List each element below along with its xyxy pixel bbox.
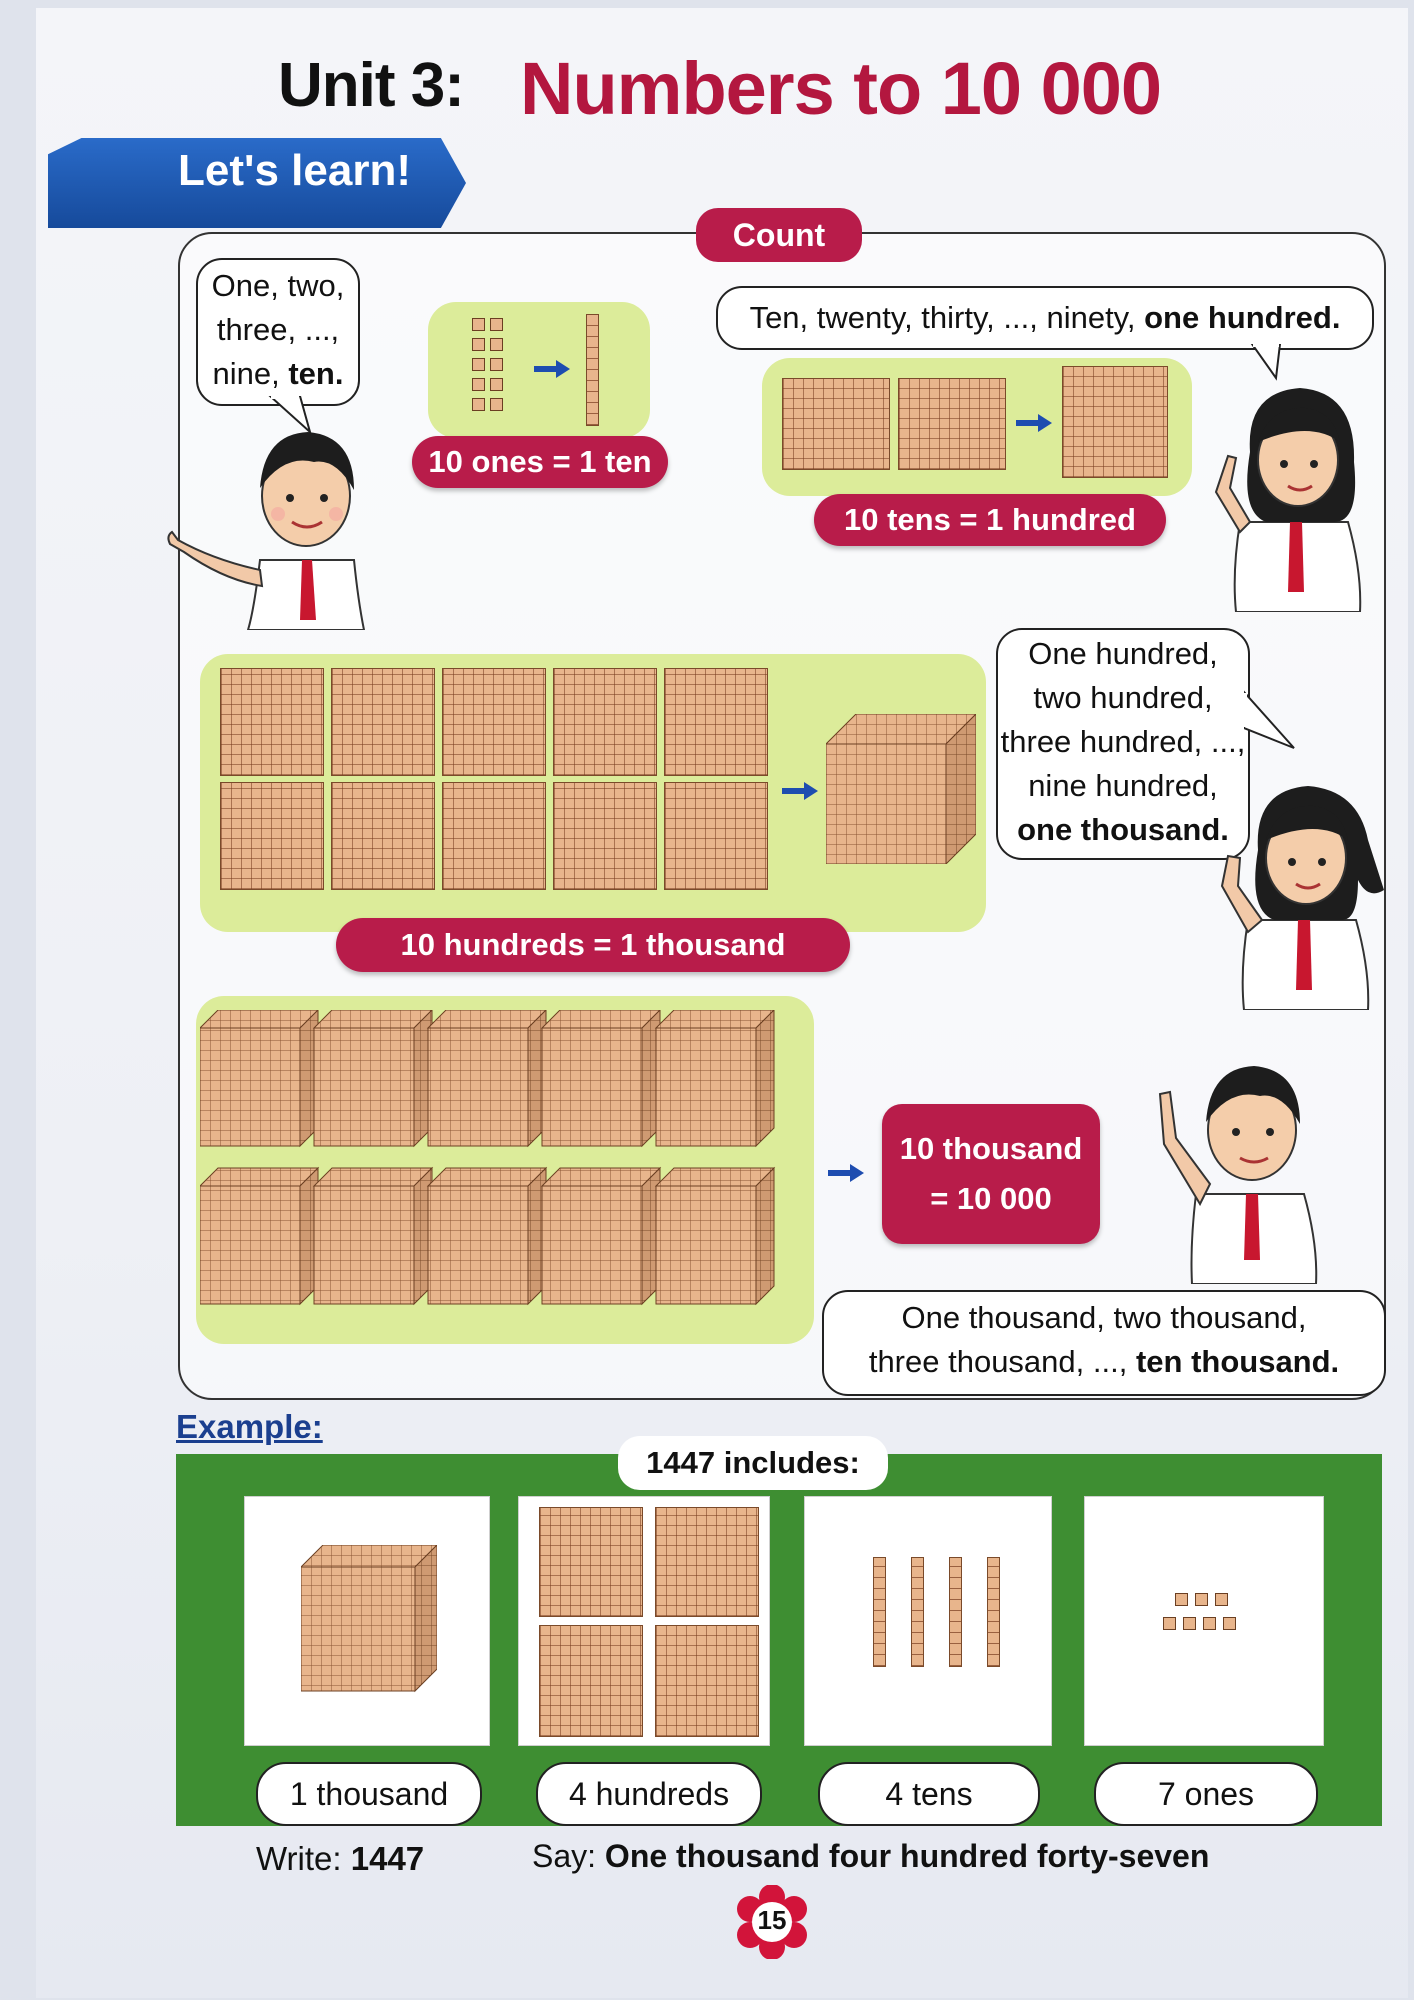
hundred-flat (1062, 366, 1168, 478)
bubble-ones-line1: One, two, (211, 268, 345, 303)
thousand-cube (314, 1010, 432, 1146)
thousand-cube (428, 1168, 546, 1304)
unit-cube (472, 378, 485, 391)
bubble-thousands-line1: One thousand, two thousand, (901, 1300, 1307, 1335)
bubble-ones-plain: nine, (212, 356, 289, 391)
speech-bubble-hundreds (996, 628, 1250, 860)
boy-illustration-top (164, 410, 434, 630)
bubble-ones-line3 (198, 352, 358, 396)
hundred-flat (539, 1507, 643, 1617)
arrow-icon (534, 360, 570, 378)
hundred-flat (553, 668, 657, 776)
bubble-ones-line2: three, ..., (216, 312, 340, 347)
hundred-flat (220, 782, 324, 890)
unit-cube (1195, 1593, 1208, 1606)
arrow-icon (828, 1164, 864, 1182)
bubble-tens-bold: one hundred. (1144, 300, 1341, 335)
unit-cube (472, 398, 485, 411)
unit-cube (472, 358, 485, 371)
bubble-hundreds-line4: nine hundred, (1028, 768, 1218, 803)
bubble-thousands-bold: ten thousand. (1135, 1344, 1340, 1379)
bubble-thousands-plain: three thousand, ..., (868, 1344, 1136, 1379)
card-hundreds (518, 1496, 770, 1746)
thousand-cube (428, 1010, 546, 1146)
hundred-flat (442, 782, 546, 890)
unit-cube (1183, 1617, 1196, 1630)
unit-cube (1203, 1617, 1216, 1630)
thousand-cube (200, 1168, 318, 1304)
ten-rod (987, 1557, 1000, 1667)
card-ones (1084, 1496, 1324, 1746)
thousand-cube (656, 1168, 774, 1304)
bubble-thousands-line2 (824, 1340, 1384, 1384)
section-banner-label: Let's learn! (178, 146, 411, 195)
hundred-flat (655, 1507, 759, 1617)
bubble-tail-hundreds (1244, 688, 1304, 758)
label-ten-thousand (882, 1104, 1100, 1244)
card-thousand (244, 1496, 490, 1746)
hundred-flat (655, 1625, 759, 1737)
hundred-flat (331, 668, 435, 776)
card-tens (804, 1496, 1052, 1746)
boy-illustration-bottom (1136, 1034, 1326, 1284)
arrow-icon (1016, 414, 1052, 432)
tens-group-right (898, 378, 1006, 470)
hundred-flat (539, 1625, 643, 1737)
speech-bubble-ones (196, 258, 360, 406)
part-hundreds: 4 hundreds (536, 1762, 762, 1826)
unit-label: Unit 3: (278, 51, 464, 120)
unit-cube (1215, 1593, 1228, 1606)
page-number: 15 (757, 1905, 787, 1935)
say-prefix: Say: (532, 1838, 605, 1874)
unit-cube (490, 398, 503, 411)
speech-bubble-thousands (822, 1290, 1386, 1396)
unit-cube (490, 358, 503, 371)
thousand-cube (314, 1168, 432, 1304)
ten-rod (873, 1557, 886, 1667)
say-value: One thousand four hundred forty-seven (604, 1838, 1210, 1874)
label-ten-thousand-line2: = 10 000 (930, 1181, 1052, 1216)
unit-cube (472, 338, 485, 351)
label-ones-to-ten: 10 ones = 1 ten (412, 436, 668, 488)
hundred-flat (442, 668, 546, 776)
part-ones: 7 ones (1094, 1762, 1318, 1826)
bubble-ones-bold: ten. (288, 356, 344, 391)
hundred-flat (220, 668, 324, 776)
unit-cube (1223, 1617, 1236, 1630)
hundred-flat (331, 782, 435, 890)
thousand-cubes (200, 1010, 810, 1336)
unit-cube (472, 318, 485, 331)
thousand-cube (826, 714, 976, 864)
girl-illustration-top (1210, 372, 1380, 612)
label-ten-thousand-line1: 10 thousand (899, 1131, 1083, 1166)
thousand-cube (200, 1010, 318, 1146)
bubble-hundreds-line3: three hundred, ..., (1000, 724, 1246, 759)
speech-bubble-tens (716, 286, 1374, 350)
label-tens-to-hundred: 10 tens = 1 hundred (814, 494, 1166, 546)
example-heading: Example: (176, 1408, 323, 1445)
thousand-cube (542, 1010, 660, 1146)
unit-cube (1175, 1593, 1188, 1606)
thousand-cube (542, 1168, 660, 1304)
say-line (532, 1838, 1209, 1875)
write-value: 1447 (350, 1840, 425, 1877)
ten-rod (911, 1557, 924, 1667)
thousand-cube (656, 1010, 774, 1146)
bubble-tens-plain: Ten, twenty, thirty, ..., ninety, (749, 300, 1145, 335)
unit-cube (490, 318, 503, 331)
hundred-flat (664, 668, 768, 776)
unit-cube (490, 338, 503, 351)
bubble-hundreds-line5 (998, 808, 1248, 852)
example-header: 1447 includes: (618, 1436, 888, 1490)
part-thousands: 1 thousand (256, 1762, 482, 1826)
unit-cube (490, 378, 503, 391)
bubble-hundreds-line1: One hundred, (1028, 636, 1218, 671)
bubble-hundreds-bold: one thousand. (1017, 812, 1229, 847)
write-prefix: Write: (256, 1840, 351, 1877)
label-hundreds-to-thousand: 10 hundreds = 1 thousand (336, 918, 850, 972)
unit-cube (1163, 1617, 1176, 1630)
write-line (256, 1840, 424, 1878)
thousand-cube-icon (301, 1545, 437, 1695)
page-title: Numbers to 10 000 (520, 47, 1162, 130)
tens-group-left (782, 378, 890, 470)
part-tens: 4 tens (818, 1762, 1040, 1826)
ten-rod (586, 314, 599, 426)
girl-illustration-middle (1218, 770, 1388, 1010)
hundred-flat (553, 782, 657, 890)
ten-rod (949, 1557, 962, 1667)
count-label: Count (696, 208, 862, 262)
arrow-icon (782, 782, 818, 800)
hundred-flat (664, 782, 768, 890)
bubble-hundreds-line2: two hundred, (1033, 680, 1213, 715)
